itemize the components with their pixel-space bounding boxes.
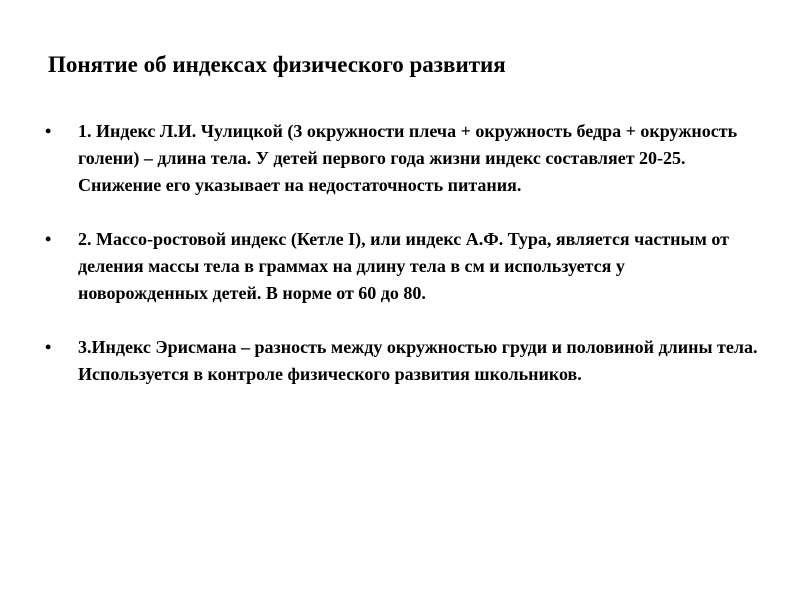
bullet-text: 3.Индекс Эрисмана – разность между окружностью груди и половиной длины тела. Используется в контроле физического развития школьников. xyxy=(78,337,758,384)
bullet-dot-icon: • xyxy=(45,121,52,141)
bullet-item-quetelet-index xyxy=(0,226,758,307)
bullet-item-chulitskaya-index xyxy=(0,118,758,199)
bullet-dot-icon: • xyxy=(45,337,52,357)
bullet-dot-icon: • xyxy=(45,229,52,249)
bullet-item-erisman-index xyxy=(0,334,758,388)
bullet-list xyxy=(0,118,800,415)
bullet-text: 2. Массо-ростовой индекс (Кетле I), или индекс А.Ф. Тура, является частным от деления массы тела в граммах на длину тела в см и используется у новорожденных детей. В норме от 60 до 80. xyxy=(78,229,729,303)
slide-title: Понятие об индексах физического развития xyxy=(48,52,506,77)
bullet-text: 1. Индекс Л.И. Чулицкой (3 окружности плеча + окружность бедра + окружность голени) – длина тела. У детей первого года жизни индекс составляет 20-25. Снижение его указывает на недостаточность питания. xyxy=(78,121,738,195)
